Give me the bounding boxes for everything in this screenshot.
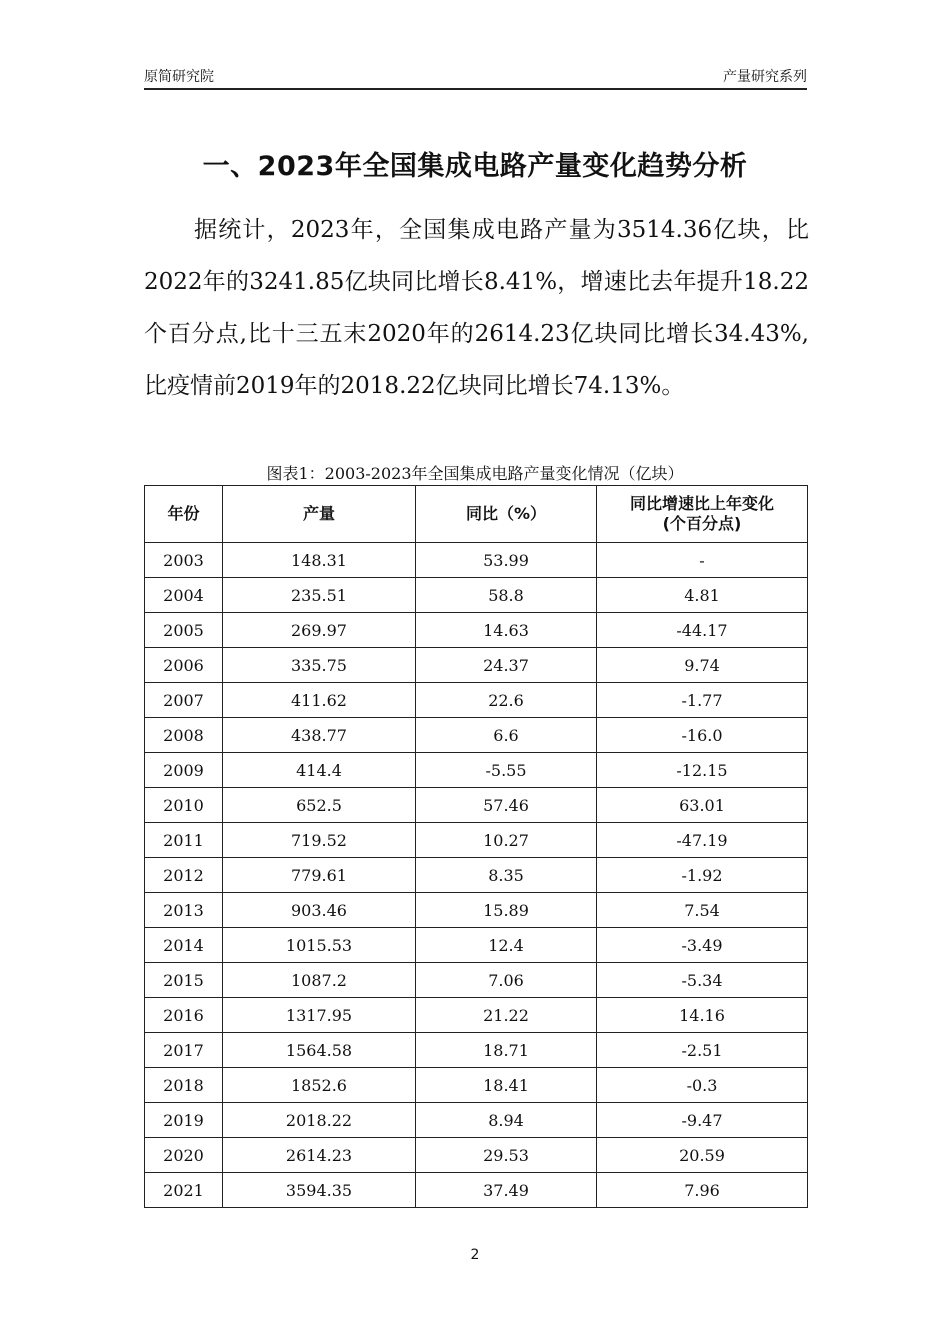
cell-yoy: 58.8 xyxy=(416,578,597,613)
cell-yoy-change: -16.0 xyxy=(597,718,808,753)
table-body xyxy=(145,543,808,1208)
cell-yoy: 8.94 xyxy=(416,1103,597,1138)
cell-output: 411.62 xyxy=(223,683,416,718)
page-header xyxy=(144,66,807,90)
cell-output: 779.61 xyxy=(223,858,416,893)
cell-yoy-change: 14.16 xyxy=(597,998,808,1033)
cell-output: 2614.23 xyxy=(223,1138,416,1173)
table-row xyxy=(145,683,808,718)
cell-yoy: 15.89 xyxy=(416,893,597,928)
table-row xyxy=(145,858,808,893)
cell-year: 2007 xyxy=(145,683,223,718)
section-title: 一、2023年全国集成电路产量变化趋势分析 xyxy=(202,151,748,182)
summary-paragraph: 据统计，2023年，全国集成电路产量为3514.36亿块，比2022年的3241.85亿块同比增长8.41%，增速比去年提升18.22个百分点,比十三五末2020年的2614.23亿块同比增长34.43%,比疫情前2019年的2018.22亿块同比增长74.13%。 xyxy=(144,217,809,399)
cell-output: 3594.35 xyxy=(223,1173,416,1208)
table-row xyxy=(145,1103,808,1138)
table-row xyxy=(145,823,808,858)
header-series-name: 产量研究系列 xyxy=(723,69,807,85)
cell-output: 903.46 xyxy=(223,893,416,928)
cell-output: 1317.95 xyxy=(223,998,416,1033)
cell-year: 2018 xyxy=(145,1068,223,1103)
cell-year: 2003 xyxy=(145,543,223,578)
cell-year: 2005 xyxy=(145,613,223,648)
table-row xyxy=(145,648,808,683)
table-row xyxy=(145,893,808,928)
cell-output: 438.77 xyxy=(223,718,416,753)
cell-yoy-change: -5.34 xyxy=(597,963,808,998)
cell-output: 1015.53 xyxy=(223,928,416,963)
cell-yoy-change: 7.96 xyxy=(597,1173,808,1208)
table-row xyxy=(145,998,808,1033)
cell-yoy-change: 63.01 xyxy=(597,788,808,823)
header-output: 产量 xyxy=(223,486,416,543)
cell-year: 2017 xyxy=(145,1033,223,1068)
production-table xyxy=(144,485,808,1208)
header-yoy-change: 同比增速比上年变化 (个百分点) xyxy=(597,486,808,543)
cell-yoy-change: - xyxy=(597,543,808,578)
table-row xyxy=(145,753,808,788)
cell-yoy-change: -3.49 xyxy=(597,928,808,963)
cell-yoy: 29.53 xyxy=(416,1138,597,1173)
cell-yoy: 7.06 xyxy=(416,963,597,998)
header-year: 年份 xyxy=(145,486,223,543)
cell-yoy-change: -9.47 xyxy=(597,1103,808,1138)
page-number: 2 xyxy=(470,1247,480,1263)
cell-yoy-change: -0.3 xyxy=(597,1068,808,1103)
table-row xyxy=(145,613,808,648)
cell-yoy: 53.99 xyxy=(416,543,597,578)
cell-year: 2012 xyxy=(145,858,223,893)
cell-year: 2020 xyxy=(145,1138,223,1173)
cell-output: 1852.6 xyxy=(223,1068,416,1103)
table-row xyxy=(145,928,808,963)
cell-output: 1564.58 xyxy=(223,1033,416,1068)
cell-yoy: 24.37 xyxy=(416,648,597,683)
cell-yoy: -5.55 xyxy=(416,753,597,788)
cell-output: 335.75 xyxy=(223,648,416,683)
table-row xyxy=(145,578,808,613)
table-row xyxy=(145,1138,808,1173)
cell-year: 2009 xyxy=(145,753,223,788)
cell-yoy: 18.41 xyxy=(416,1068,597,1103)
cell-yoy: 8.35 xyxy=(416,858,597,893)
cell-yoy-change: -1.77 xyxy=(597,683,808,718)
cell-year: 2021 xyxy=(145,1173,223,1208)
table-row xyxy=(145,1173,808,1208)
cell-yoy: 18.71 xyxy=(416,1033,597,1068)
cell-year: 2014 xyxy=(145,928,223,963)
cell-yoy: 10.27 xyxy=(416,823,597,858)
cell-yoy-change: -2.51 xyxy=(597,1033,808,1068)
table-caption: 图表1：2003-2023年全国集成电路产量变化情况（亿块） xyxy=(266,464,684,483)
cell-yoy-change: 20.59 xyxy=(597,1138,808,1173)
cell-yoy-change: -1.92 xyxy=(597,858,808,893)
cell-yoy: 14.63 xyxy=(416,613,597,648)
cell-year: 2016 xyxy=(145,998,223,1033)
table-row xyxy=(145,788,808,823)
cell-output: 414.4 xyxy=(223,753,416,788)
cell-yoy-change: 4.81 xyxy=(597,578,808,613)
cell-yoy: 57.46 xyxy=(416,788,597,823)
table-header-row xyxy=(145,486,808,543)
cell-yoy-change: -44.17 xyxy=(597,613,808,648)
cell-output: 1087.2 xyxy=(223,963,416,998)
cell-yoy: 37.49 xyxy=(416,1173,597,1208)
table-row xyxy=(145,1068,808,1103)
cell-year: 2004 xyxy=(145,578,223,613)
cell-yoy-change: 7.54 xyxy=(597,893,808,928)
table-row xyxy=(145,718,808,753)
cell-output: 652.5 xyxy=(223,788,416,823)
cell-year: 2010 xyxy=(145,788,223,823)
cell-output: 148.31 xyxy=(223,543,416,578)
cell-output: 2018.22 xyxy=(223,1103,416,1138)
cell-output: 719.52 xyxy=(223,823,416,858)
cell-yoy: 21.22 xyxy=(416,998,597,1033)
cell-year: 2019 xyxy=(145,1103,223,1138)
cell-year: 2013 xyxy=(145,893,223,928)
header-org-name: 原简研究院 xyxy=(144,69,214,85)
cell-yoy: 12.4 xyxy=(416,928,597,963)
cell-year: 2008 xyxy=(145,718,223,753)
table-row xyxy=(145,1033,808,1068)
cell-yoy-change: -12.15 xyxy=(597,753,808,788)
cell-year: 2015 xyxy=(145,963,223,998)
cell-output: 269.97 xyxy=(223,613,416,648)
cell-yoy: 22.6 xyxy=(416,683,597,718)
cell-yoy-change: 9.74 xyxy=(597,648,808,683)
cell-output: 235.51 xyxy=(223,578,416,613)
cell-year: 2006 xyxy=(145,648,223,683)
table-row xyxy=(145,543,808,578)
table-row xyxy=(145,963,808,998)
cell-yoy: 6.6 xyxy=(416,718,597,753)
header-yoy: 同比（%） xyxy=(416,486,597,543)
cell-year: 2011 xyxy=(145,823,223,858)
cell-yoy-change: -47.19 xyxy=(597,823,808,858)
